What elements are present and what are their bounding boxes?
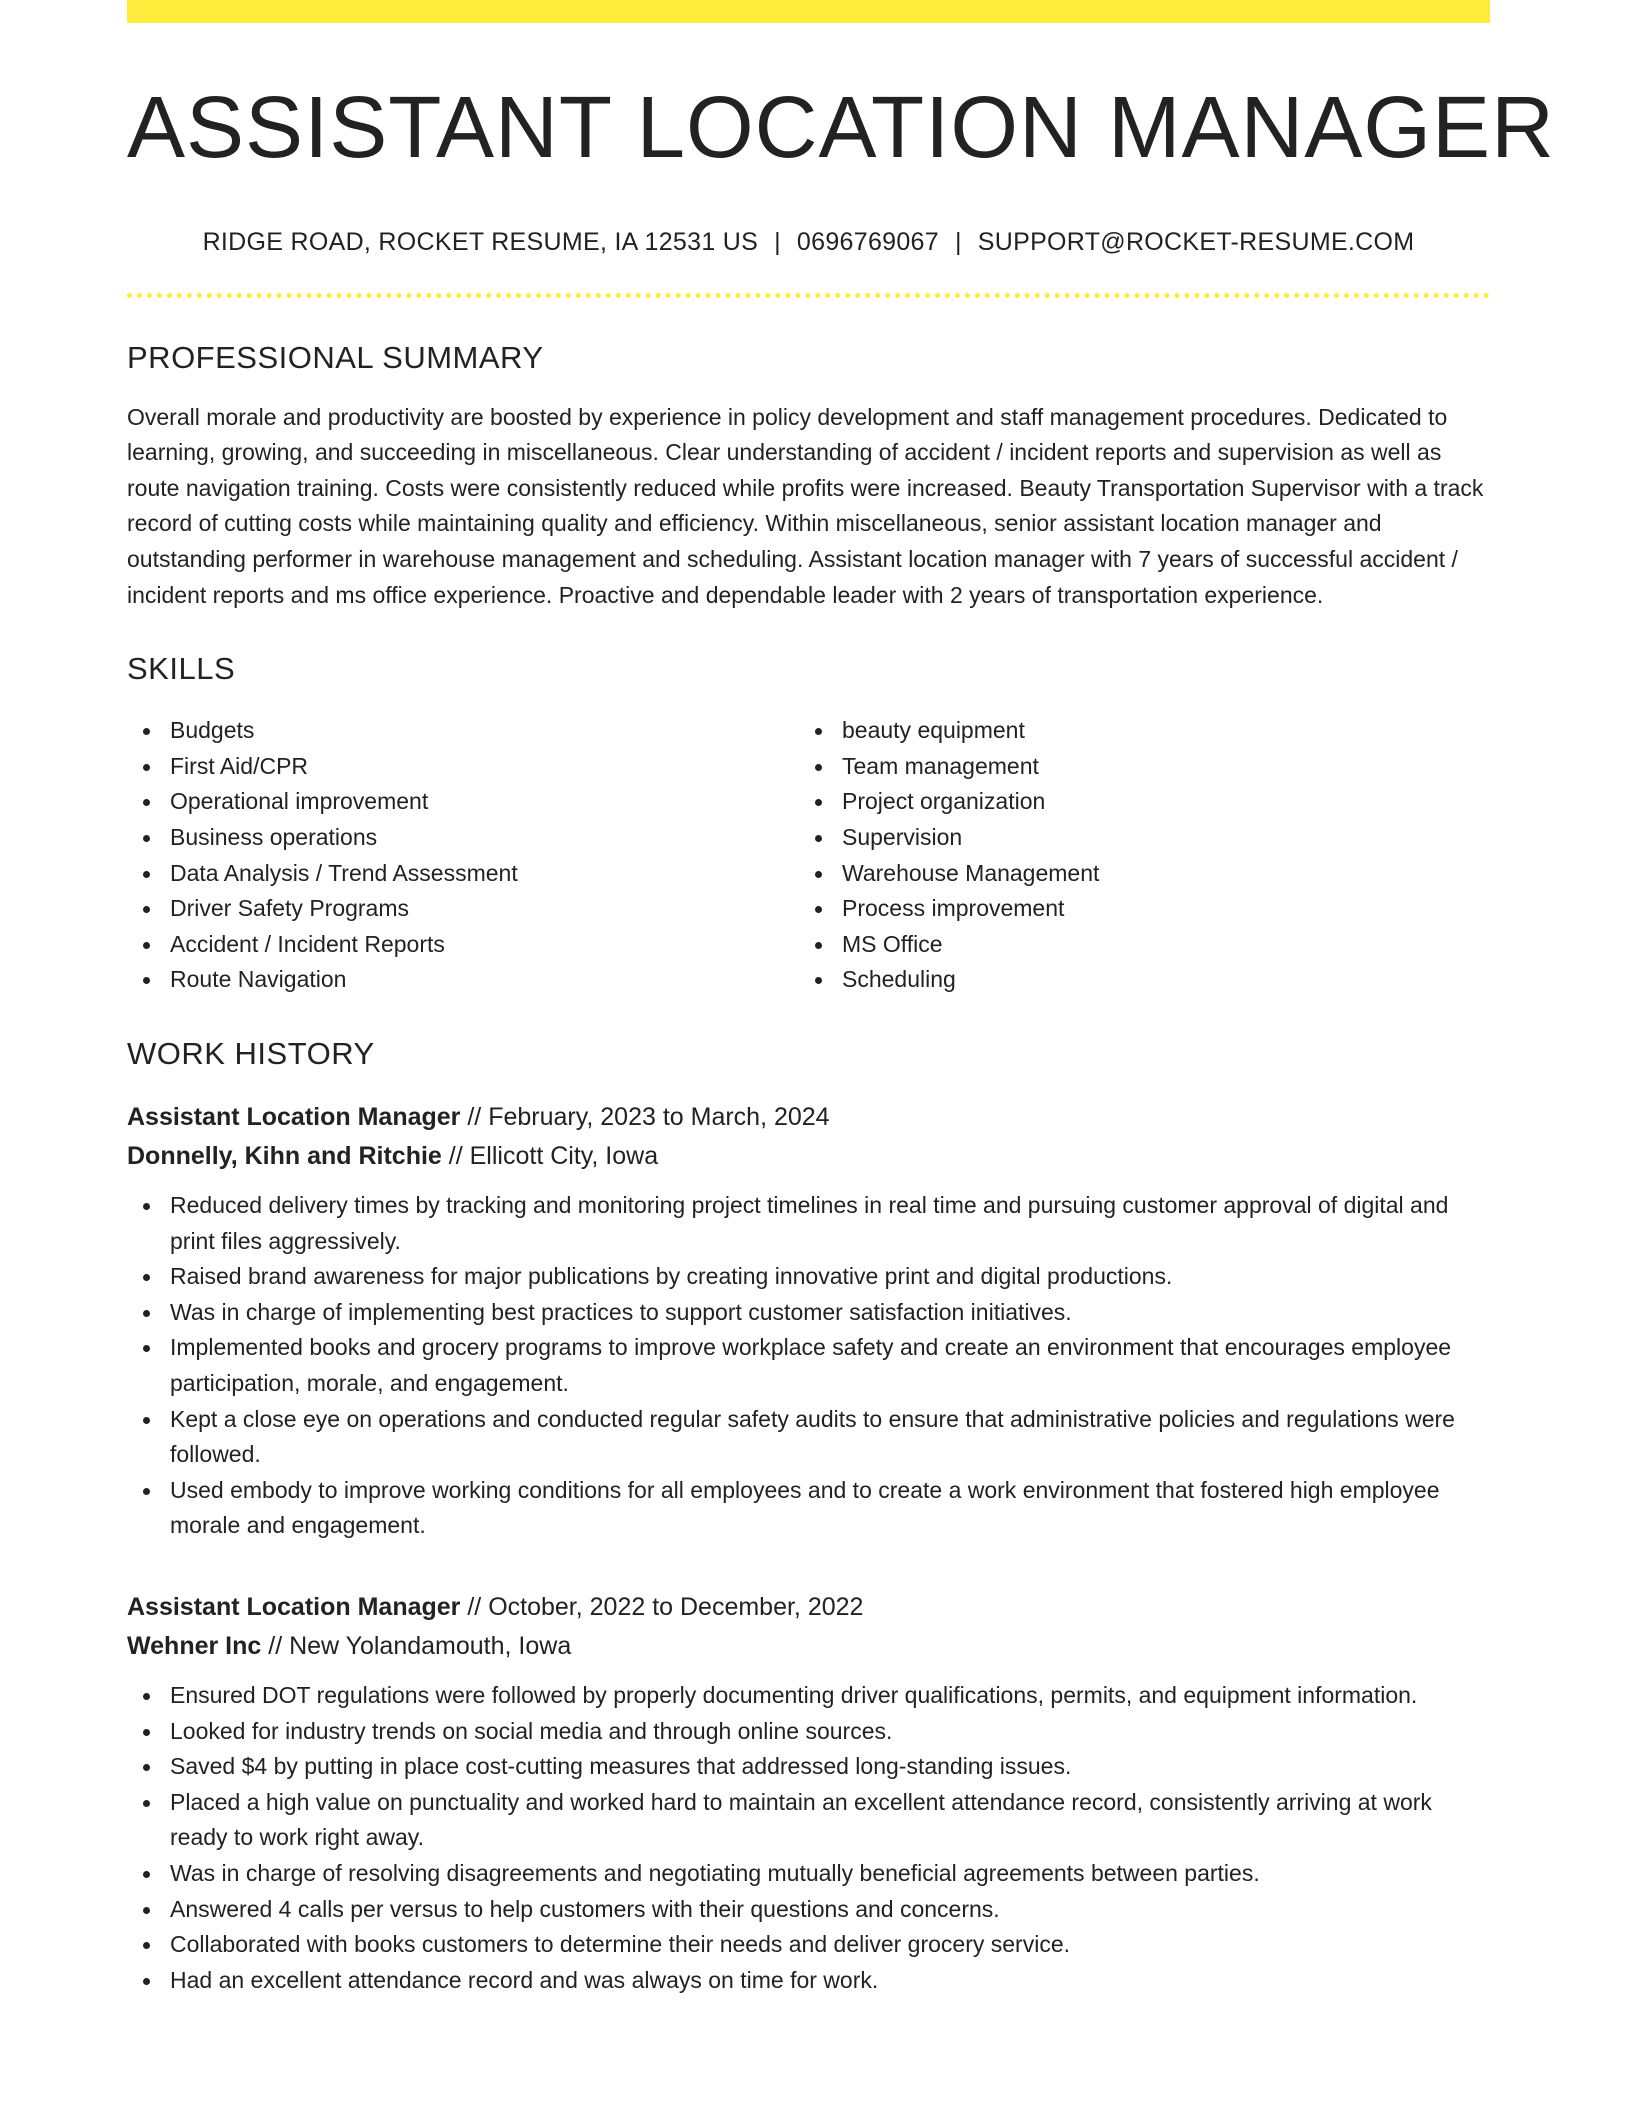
contact-separator: | [954, 227, 962, 256]
contact-email: SUPPORT@ROCKET-RESUME.COM [977, 227, 1415, 256]
skill-item: Scheduling [799, 962, 1471, 998]
summary-section-title: PROFESSIONAL SUMMARY [127, 339, 544, 375]
skills-column-left [127, 713, 799, 998]
job-bullet: Raised brand awareness for major publications by creating innovative print and digital productions. [127, 1259, 1490, 1295]
skill-item: Budgets [127, 713, 799, 749]
job-role: Assistant Location Manager [127, 1103, 461, 1131]
job-bullet: Reduced delivery times by tracking and monitoring project timelines in real time and pursuing customer approval of digital and print files aggressively. [127, 1188, 1490, 1259]
skills-grid [127, 713, 1490, 998]
job-bullet: Placed a high value on punctuality and worked hard to maintain an excellent attendance record, consistently arriving at work ready to work right away. [127, 1785, 1490, 1856]
job-bullet: Implemented books and grocery programs to improve workplace safety and create an environment that encourages employee participation, morale, and engagement. [127, 1330, 1490, 1401]
job-company-line [127, 1137, 1490, 1176]
job-bullet: Answered 4 calls per versus to help customers with their questions and concerns. [127, 1892, 1490, 1928]
job-dates: // October, 2022 to December, 2022 [460, 1592, 864, 1621]
skill-item: Data Analysis / Trend Assessment [127, 856, 799, 892]
work-history-section-title: WORK HISTORY [127, 1036, 375, 1071]
skill-item: Supervision [799, 820, 1471, 856]
job-role: Assistant Location Manager [127, 1592, 461, 1621]
job-company: Donnelly, Kihn and Ritchie [127, 1142, 442, 1170]
skill-item: beauty equipment [799, 713, 1471, 749]
accent-top-bar [127, 0, 1490, 23]
skill-item: Project organization [799, 784, 1471, 820]
job-role-line [127, 1098, 1490, 1137]
job-bullet: Collaborated with books customers to determine their needs and deliver grocery service. [127, 1927, 1490, 1963]
job-location: // New Yolandamouth, Iowa [261, 1631, 572, 1660]
job-entry [127, 1098, 1490, 1544]
job-bullet: Kept a close eye on operations and conducted regular safety audits to ensure that administrative policies and regulations were followed. [127, 1402, 1490, 1473]
job-bullet: Looked for industry trends on social media and through online sources. [127, 1714, 1490, 1750]
dotted-divider [127, 293, 1490, 298]
job-bullet: Saved $4 by putting in place cost-cutting measures that addressed long-standing issues. [127, 1749, 1490, 1785]
contact-line [127, 228, 1490, 257]
skill-item: Warehouse Management [799, 856, 1471, 892]
skill-item: Business operations [127, 820, 799, 856]
job-bullet: Was in charge of implementing best practices to support customer satisfaction initiatives. [127, 1295, 1490, 1331]
job-bullet: Ensured DOT regulations were followed by properly documenting driver qualifications, permits, and equipment information. [127, 1678, 1490, 1714]
job-bullet: Used embody to improve working conditions for all employees and to create a work environment that fostered high employee morale and engagement. [127, 1473, 1490, 1544]
resume-name-heading: ASSISTANT LOCATION MANAGER [127, 79, 1555, 176]
skill-item: First Aid/CPR [127, 749, 799, 785]
skill-item: Operational improvement [127, 784, 799, 820]
skill-item: Driver Safety Programs [127, 891, 799, 927]
contact-address: RIDGE ROAD, ROCKET RESUME, IA 12531 US [202, 227, 759, 256]
skill-item: Accident / Incident Reports [127, 927, 799, 963]
skill-item: Route Navigation [127, 962, 799, 998]
contact-separator: | [774, 227, 781, 256]
skills-section-title: SKILLS [127, 651, 236, 687]
skill-item: Team management [799, 749, 1471, 785]
resume-page [127, 0, 1555, 1998]
job-bullet-list [127, 1188, 1490, 1544]
job-role-line [127, 1588, 1490, 1627]
job-bullet: Was in charge of resolving disagreements and negotiating mutually beneficial agreements between parties. [127, 1856, 1490, 1892]
job-dates: // February, 2023 to March, 2024 [460, 1103, 830, 1131]
job-entry [127, 1588, 1490, 1998]
job-bullet-list [127, 1678, 1490, 1998]
contact-phone: 0696769067 [796, 227, 939, 256]
job-company: Wehner Inc [127, 1631, 262, 1660]
skill-item: Process improvement [799, 891, 1471, 927]
job-company-line [127, 1627, 1490, 1666]
skill-item: MS Office [799, 927, 1471, 963]
job-location: // Ellicott City, Iowa [441, 1142, 659, 1170]
skills-column-right [799, 713, 1471, 998]
job-bullet: Had an excellent attendance record and was always on time for work. [127, 1963, 1490, 1999]
summary-paragraph: Overall morale and productivity are boosted by experience in policy development and staff management procedures. Dedicated to learning, growing, and succeeding in miscellaneous. Clear understanding of accident / incident reports and supervision as well as route navigation training. Costs were consistently reduced while profits were increased. Beauty Transportation Supervisor with a track record of cutting costs while maintaining quality and efficiency. Within miscellaneous, senior assistant location manager and outstanding performer in warehouse management and scheduling. Assistant location manager with 7 years of successful accident / incident reports and ms office experience. Proactive and dependable leader with 2 years of transportation experience. [127, 403, 1484, 608]
